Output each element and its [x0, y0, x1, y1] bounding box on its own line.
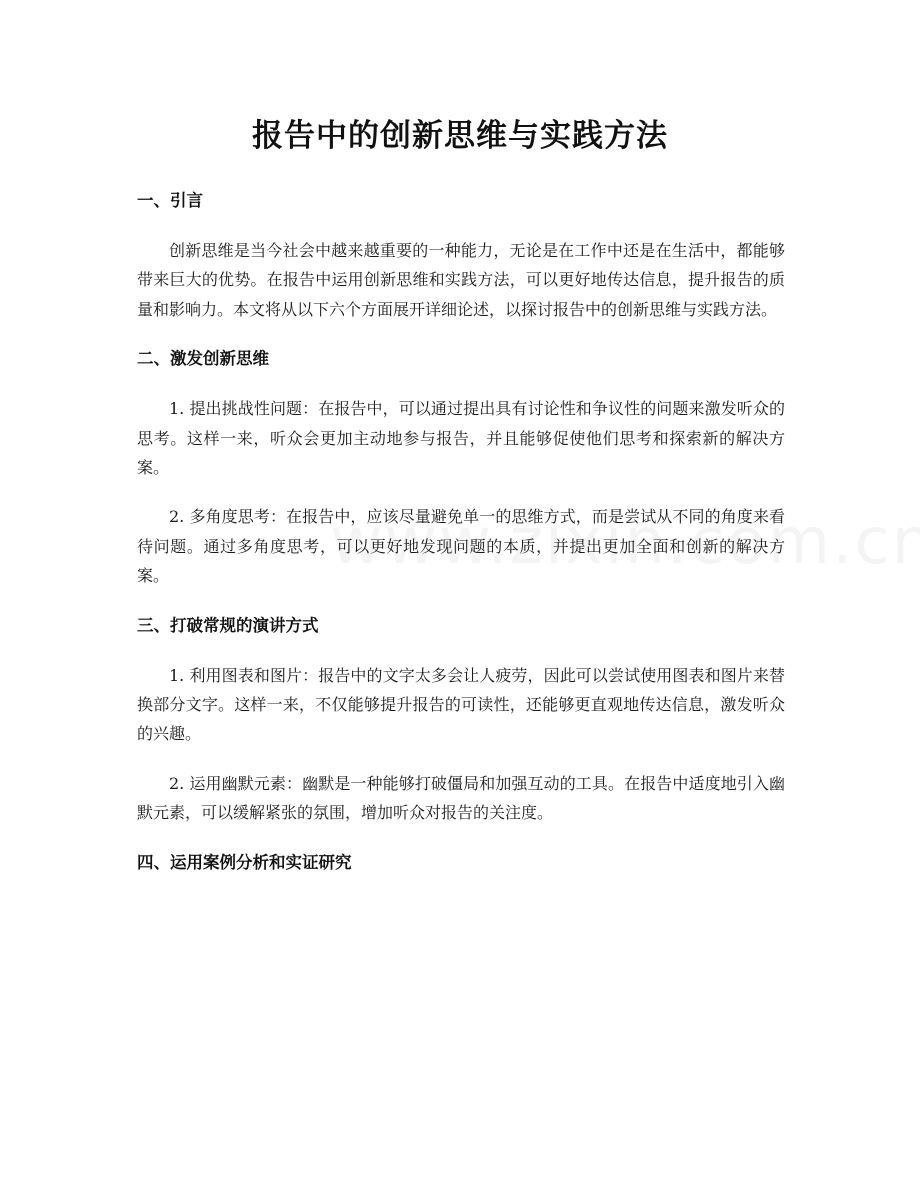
document-title: 报告中的创新思维与实践方法	[252, 118, 668, 154]
document-body	[137, 186, 785, 898]
section-heading: 二、激发创新思维	[137, 349, 269, 369]
section-introduction	[137, 186, 785, 324]
section-heading: 三、打破常规的演讲方式	[137, 615, 319, 635]
paragraph: 1. 提出挑战性问题：在报告中，可以通过提出具有讨论性和争议性的问题来激发听众的思考。这样一来，听众会更加主动地参与报告，并且能够促使他们思考和探索新的解决方案。	[137, 399, 785, 478]
section-heading: 四、运用案例分析和实证研究	[137, 852, 352, 872]
paragraph: 2. 多角度思考：在报告中，应该尽量避免单一的思维方式，而是尝试从不同的角度来看待问题。通过多角度思考，可以更好地发现问题的本质，并提出更加全面和创新的解决方案。	[137, 507, 785, 586]
paragraph: 2. 运用幽默元素：幽默是一种能够打破僵局和加强互动的工具。在报告中适度地引入幽默元素，可以缓解紧张的氛围，增加听众对报告的关注度。	[137, 773, 785, 823]
section-break-conventions	[137, 611, 785, 828]
section-heading: 一、引言	[137, 191, 203, 210]
section-case-analysis	[137, 848, 785, 878]
paragraph: 1. 利用图表和图片：报告中的文字太多会让人疲劳，因此可以尝试使用图表和图片来替换部分文字。这样一来，不仅能够提升报告的可读性，还能够更直观地传达信息，激发听众的兴趣。	[137, 665, 785, 744]
paragraph: 创新思维是当今社会中越来越重要的一种能力，无论是在工作中还是在生活中，都能够带来巨大的优势。在报告中运用创新思维和实践方法，可以更好地传达信息，提升报告的质量和影响力。本文将从以下六个方面展开详细论述，以探讨报告中的创新思维与实践方法。	[137, 241, 785, 319]
section-inspire-innovation	[137, 344, 785, 590]
